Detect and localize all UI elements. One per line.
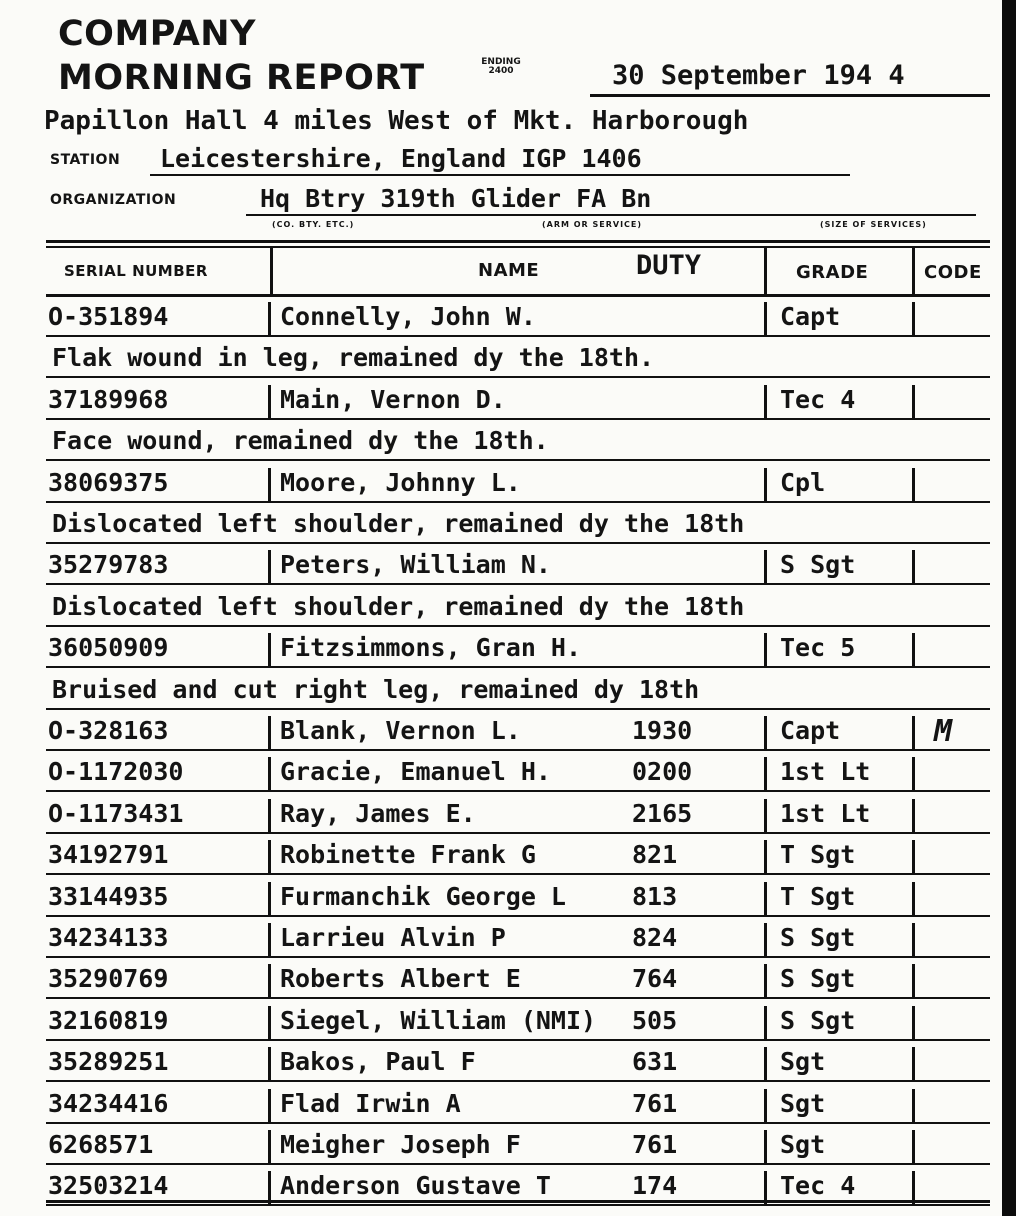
row-divider-code bbox=[912, 923, 915, 956]
scan-edge bbox=[1002, 0, 1016, 1216]
row-underline bbox=[46, 749, 990, 751]
row-divider-code bbox=[912, 964, 915, 997]
table-bottom-border bbox=[46, 1200, 990, 1203]
row-underline bbox=[46, 1080, 990, 1082]
person-name: Anderson Gustave T bbox=[280, 1171, 551, 1200]
ending-stamp: ENDING 2400 bbox=[481, 57, 521, 76]
row-underline bbox=[46, 873, 990, 875]
duty-code: 2165 bbox=[632, 799, 693, 828]
serial-number: 38069375 bbox=[48, 468, 169, 497]
person-name: Bakos, Paul F bbox=[280, 1047, 476, 1076]
row-divider-grade bbox=[764, 757, 767, 790]
person-name: Robinette Frank G bbox=[280, 840, 536, 869]
remark-text: Flak wound in leg, remained dy the 18th. bbox=[52, 343, 655, 372]
row-underline bbox=[46, 915, 990, 917]
station-underline bbox=[150, 174, 850, 176]
serial-number: 34234416 bbox=[48, 1089, 169, 1118]
grade: Tec 5 bbox=[780, 633, 856, 662]
row-divider-code bbox=[912, 716, 915, 749]
row-divider-code bbox=[912, 550, 915, 583]
row-underline bbox=[46, 1122, 990, 1124]
person-name: Meigher Joseph F bbox=[280, 1130, 521, 1159]
row-divider-grade bbox=[764, 799, 767, 832]
row-divider-name bbox=[268, 1089, 271, 1122]
duty-code: 0200 bbox=[632, 757, 693, 786]
row-divider-name bbox=[268, 633, 271, 666]
duty-code: 761 bbox=[632, 1130, 678, 1159]
date-underline bbox=[590, 94, 990, 97]
duty-code: 174 bbox=[632, 1171, 678, 1200]
duty-code: 813 bbox=[632, 882, 678, 911]
duty-code: 824 bbox=[632, 923, 678, 952]
row-divider-code bbox=[912, 882, 915, 915]
person-name: Fitzsimmons, Gran H. bbox=[280, 633, 582, 662]
serial-number: 33144935 bbox=[48, 882, 169, 911]
station-label: STATION bbox=[50, 152, 121, 168]
serial-number: 6268571 bbox=[48, 1130, 154, 1159]
person-name: Roberts Albert E bbox=[280, 964, 521, 993]
row-divider-name bbox=[268, 385, 271, 418]
row-underline bbox=[46, 335, 990, 337]
grade: Sgt bbox=[780, 1089, 826, 1118]
row-divider-name bbox=[268, 840, 271, 873]
row-divider-name bbox=[268, 716, 271, 749]
row-underline bbox=[46, 708, 990, 710]
sub-label-arm: (ARM OR SERVICE) bbox=[542, 220, 643, 229]
serial-number: 36050909 bbox=[48, 633, 169, 662]
header-grade: GRADE bbox=[796, 262, 869, 283]
header-duty: DUTY bbox=[636, 250, 702, 281]
serial-number: 35279783 bbox=[48, 550, 169, 579]
duty-code: 505 bbox=[632, 1006, 678, 1035]
row-divider-code bbox=[912, 840, 915, 873]
row-divider-code bbox=[912, 468, 915, 501]
row-underline bbox=[46, 583, 990, 585]
row-divider-code bbox=[912, 385, 915, 418]
grade: Tec 4 bbox=[780, 1171, 856, 1200]
header-serial-number: SERIAL NUMBER bbox=[64, 262, 208, 280]
row-divider-name bbox=[268, 468, 271, 501]
grade: T Sgt bbox=[780, 882, 856, 911]
duty-code: 821 bbox=[632, 840, 678, 869]
organization-value: Hq Btry 319th Glider FA Bn bbox=[260, 184, 652, 213]
row-underline bbox=[46, 625, 990, 627]
station-value: Leicestershire, England IGP 1406 bbox=[160, 144, 642, 173]
serial-number: 37189968 bbox=[48, 385, 169, 414]
report-date: 30 September 194 4 bbox=[612, 60, 905, 91]
grade: 1st Lt bbox=[780, 799, 871, 828]
sub-label-unit: (CO. BTY. ETC.) bbox=[272, 220, 355, 229]
grade: 1st Lt bbox=[780, 757, 871, 786]
row-divider-code bbox=[912, 799, 915, 832]
remark-text: Dislocated left shoulder, remained dy the 18th bbox=[52, 592, 745, 621]
grade: Capt bbox=[780, 302, 841, 331]
row-divider-code bbox=[912, 302, 915, 335]
row-underline bbox=[46, 666, 990, 668]
organization-label: ORGANIZATION bbox=[50, 192, 177, 208]
header-divider-1 bbox=[270, 248, 273, 296]
person-name: Moore, Johnny L. bbox=[280, 468, 521, 497]
grade: Capt bbox=[780, 716, 841, 745]
row-divider-grade bbox=[764, 1130, 767, 1163]
grade: T Sgt bbox=[780, 840, 856, 869]
row-underline bbox=[46, 997, 990, 999]
person-name: Ray, James E. bbox=[280, 799, 476, 828]
station-location: Papillon Hall 4 miles West of Mkt. Harborough bbox=[44, 106, 749, 136]
row-divider-code bbox=[912, 633, 915, 666]
row-divider-name bbox=[268, 1006, 271, 1039]
grade: Tec 4 bbox=[780, 385, 856, 414]
remark-text: Bruised and cut right leg, remained dy 18th bbox=[52, 675, 700, 704]
serial-number: 35289251 bbox=[48, 1047, 169, 1076]
row-divider-grade bbox=[764, 468, 767, 501]
header-bottom-border bbox=[46, 294, 990, 297]
row-divider-name bbox=[268, 757, 271, 790]
person-name: Gracie, Emanuel H. bbox=[280, 757, 551, 786]
serial-number: O-328163 bbox=[48, 716, 169, 745]
grade: S Sgt bbox=[780, 1006, 856, 1035]
grade: Sgt bbox=[780, 1047, 826, 1076]
row-divider-grade bbox=[764, 385, 767, 418]
serial-number: O-351894 bbox=[48, 302, 169, 331]
serial-number: 34234133 bbox=[48, 923, 169, 952]
title-morning-report: MORNING REPORT bbox=[58, 58, 425, 98]
row-divider-code bbox=[912, 1089, 915, 1122]
grade: S Sgt bbox=[780, 923, 856, 952]
serial-number: 35290769 bbox=[48, 964, 169, 993]
duty-code: 1930 bbox=[632, 716, 693, 745]
row-divider-name bbox=[268, 923, 271, 956]
table-top-border bbox=[46, 240, 990, 243]
row-underline bbox=[46, 790, 990, 792]
grade: S Sgt bbox=[780, 964, 856, 993]
header-name: NAME bbox=[478, 260, 540, 281]
serial-number: O-1173431 bbox=[48, 799, 184, 828]
row-divider-name bbox=[268, 1130, 271, 1163]
row-divider-grade bbox=[764, 633, 767, 666]
serial-number: 32160819 bbox=[48, 1006, 169, 1035]
row-divider-grade bbox=[764, 964, 767, 997]
row-underline bbox=[46, 376, 990, 378]
row-underline bbox=[46, 1204, 990, 1206]
row-divider-grade bbox=[764, 1006, 767, 1039]
header-code: CODE bbox=[924, 262, 982, 283]
row-divider-code bbox=[912, 1047, 915, 1080]
remark-text: Face wound, remained dy the 18th. bbox=[52, 426, 549, 455]
row-divider-grade bbox=[764, 550, 767, 583]
row-divider-name bbox=[268, 799, 271, 832]
person-name: Connelly, John W. bbox=[280, 302, 536, 331]
row-divider-name bbox=[268, 882, 271, 915]
person-name: Siegel, William (NMI) bbox=[280, 1006, 597, 1035]
sub-label-size: (SIZE OF SERVICES) bbox=[820, 220, 927, 229]
serial-number: 34192791 bbox=[48, 840, 169, 869]
serial-number: O-1172030 bbox=[48, 757, 184, 786]
row-underline bbox=[46, 956, 990, 958]
row-divider-name bbox=[268, 964, 271, 997]
person-name: Peters, William N. bbox=[280, 550, 551, 579]
row-underline bbox=[46, 1163, 990, 1165]
row-divider-name bbox=[268, 302, 271, 335]
row-divider-grade bbox=[764, 882, 767, 915]
grade: S Sgt bbox=[780, 550, 856, 579]
row-divider-code bbox=[912, 1130, 915, 1163]
remark-text: Dislocated left shoulder, remained dy the 18th bbox=[52, 509, 745, 538]
row-divider-grade bbox=[764, 923, 767, 956]
row-divider-grade bbox=[764, 716, 767, 749]
serial-number: 32503214 bbox=[48, 1171, 169, 1200]
table-top-border-2 bbox=[46, 246, 990, 248]
row-underline bbox=[46, 1039, 990, 1041]
person-name: Larrieu Alvin P bbox=[280, 923, 506, 952]
row-divider-grade bbox=[764, 840, 767, 873]
grade: Cpl bbox=[780, 468, 826, 497]
person-name: Blank, Vernon L. bbox=[280, 716, 521, 745]
person-name: Main, Vernon D. bbox=[280, 385, 506, 414]
person-name: Furmanchik George L bbox=[280, 882, 566, 911]
row-underline bbox=[46, 832, 990, 834]
header-divider-3 bbox=[912, 248, 915, 296]
row-underline bbox=[46, 459, 990, 461]
duty-code: 764 bbox=[632, 964, 678, 993]
row-divider-code bbox=[912, 757, 915, 790]
row-divider-grade bbox=[764, 302, 767, 335]
header-divider-2 bbox=[764, 248, 767, 296]
duty-code: 761 bbox=[632, 1089, 678, 1118]
row-divider-code bbox=[912, 1006, 915, 1039]
row-divider-name bbox=[268, 1047, 271, 1080]
row-underline bbox=[46, 542, 990, 544]
row-underline bbox=[46, 501, 990, 503]
organization-underline bbox=[246, 214, 976, 216]
title-company: COMPANY bbox=[58, 14, 256, 54]
row-divider-name bbox=[268, 550, 271, 583]
person-name: Flad Irwin A bbox=[280, 1089, 461, 1118]
row-divider-grade bbox=[764, 1089, 767, 1122]
status-code: M bbox=[934, 714, 953, 749]
row-underline bbox=[46, 418, 990, 420]
duty-code: 631 bbox=[632, 1047, 678, 1076]
row-divider-grade bbox=[764, 1047, 767, 1080]
grade: Sgt bbox=[780, 1130, 826, 1159]
